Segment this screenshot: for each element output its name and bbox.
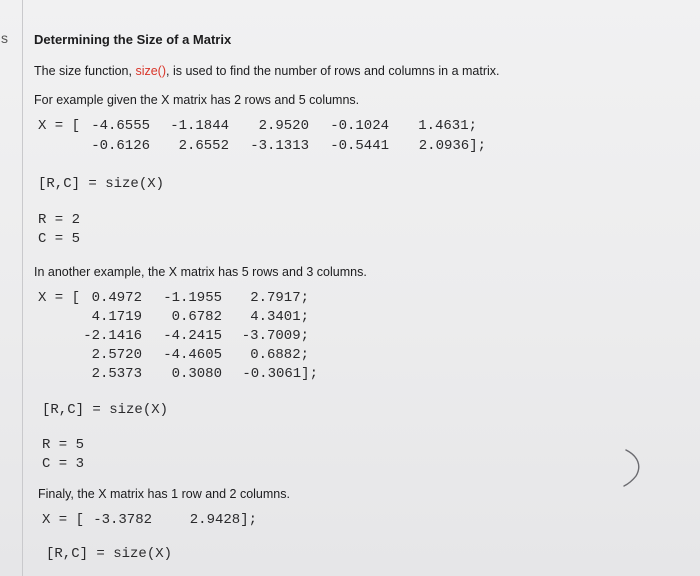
- example3-command: [R,C] = size(X): [46, 546, 173, 562]
- example2-command: [R,C] = size(X): [42, 402, 169, 418]
- matrix-cell: -0.1024: [330, 118, 389, 134]
- matrix-cell: -0.6126: [91, 138, 150, 154]
- matrix-cell: -1.1955: [163, 290, 222, 306]
- example2-result-c: C = 3: [42, 456, 85, 472]
- matrix-cell: 1.4631;: [418, 118, 477, 134]
- matrix-cell: -4.2415: [163, 328, 222, 344]
- size-function-name: size(): [135, 64, 167, 78]
- matrix-cell: -3.7009;: [241, 328, 309, 344]
- matrix-cell: 2.0936];: [418, 138, 486, 154]
- margin-letter: s: [1, 30, 8, 46]
- handwritten-bracket-mark: [620, 448, 650, 488]
- intro-text-after: , is used to find the number of rows and columns in a matrix.: [166, 64, 500, 78]
- matrix-cell: -4.4605: [163, 347, 222, 363]
- matrix-cell: 2.5373: [91, 366, 142, 382]
- example1-command: [R,C] = size(X): [38, 176, 165, 192]
- matrix-cell: 0.6782: [171, 309, 222, 325]
- matrix-cell: -2.1416: [83, 328, 142, 344]
- matrix-cell: 0.6882;: [250, 347, 309, 363]
- example1-description: For example given the X matrix has 2 rows and 5 columns.: [34, 93, 360, 107]
- intro-text-before: The size function,: [34, 64, 136, 78]
- matrix-cell: 2.5720: [91, 347, 142, 363]
- matrix-cell: 2.9520: [258, 118, 309, 134]
- matrix-cell: 4.3401;: [250, 309, 309, 325]
- matrix-cell: 4.1719: [91, 309, 142, 325]
- margin-rule: [22, 0, 23, 576]
- example1-matrix-prefix: X = [: [38, 118, 81, 134]
- example3-matrix-prefix: X = [: [42, 512, 85, 528]
- matrix-cell: 0.3080: [171, 366, 222, 382]
- example1-result-c: C = 5: [38, 231, 81, 247]
- matrix-cell: -0.5441: [330, 138, 389, 154]
- intro-paragraph: [34, 64, 500, 78]
- matrix-cell: -3.3782: [93, 512, 152, 528]
- matrix-cell: -1.1844: [170, 118, 229, 134]
- example1-result-r: R = 2: [38, 212, 81, 228]
- matrix-cell: 2.6552: [178, 138, 229, 154]
- matrix-cell: -0.3061];: [242, 366, 318, 382]
- matrix-cell: 2.7917;: [250, 290, 309, 306]
- matrix-cell: 0.4972: [91, 290, 142, 306]
- example2-result-r: R = 5: [42, 437, 85, 453]
- example3-description: Finaly, the X matrix has 1 row and 2 columns.: [38, 487, 290, 501]
- matrix-cell: 2.9428];: [189, 512, 257, 528]
- matrix-cell: -4.6555: [91, 118, 150, 134]
- example2-description: In another example, the X matrix has 5 rows and 3 columns.: [34, 265, 367, 279]
- matrix-cell: -3.1313: [250, 138, 309, 154]
- page-title: Determining the Size of a Matrix: [34, 32, 232, 47]
- example2-matrix-prefix: X = [: [38, 290, 81, 306]
